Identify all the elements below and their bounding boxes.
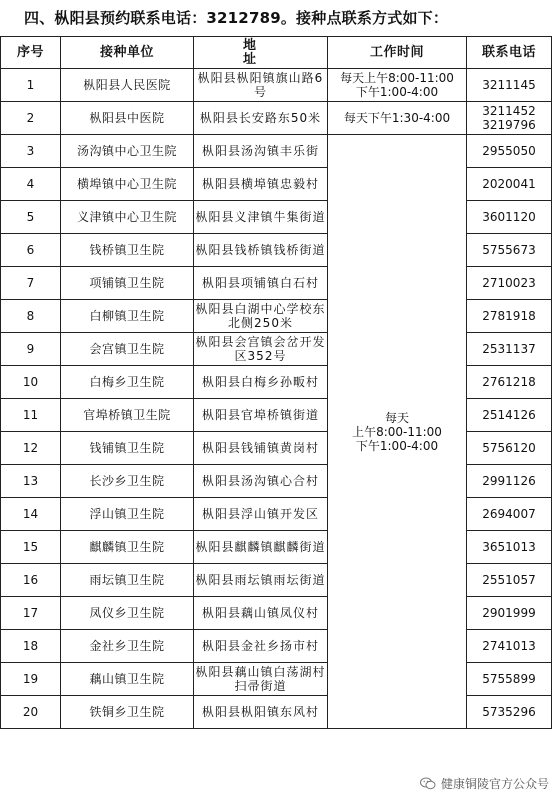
table-row <box>1 465 552 498</box>
contact-phone: 3601120 <box>467 201 552 234</box>
site-address: 枞阳县横埠镇忠毅村 <box>194 168 328 201</box>
contact-phone: 3211452 3219796 <box>467 102 552 135</box>
row-number: 12 <box>1 432 61 465</box>
contact-phone: 2710023 <box>467 267 552 300</box>
header-address: 地 址 <box>194 37 328 69</box>
table-row <box>1 300 552 333</box>
contact-phone: 2991126 <box>467 465 552 498</box>
contact-phone: 2761218 <box>467 366 552 399</box>
header-no: 序号 <box>1 37 61 69</box>
table-row <box>1 399 552 432</box>
table-row <box>1 564 552 597</box>
wechat-icon <box>420 777 436 790</box>
site-address: 枞阳县浮山镇开发区 <box>194 498 328 531</box>
contact-phone: 3651013 <box>467 531 552 564</box>
row-number: 6 <box>1 234 61 267</box>
contact-phone: 2551057 <box>467 564 552 597</box>
watermark <box>420 775 549 792</box>
contact-phone: 2694007 <box>467 498 552 531</box>
contact-phone: 2741013 <box>467 630 552 663</box>
watermark-text: 健康铜陵官方公众号 <box>440 777 549 791</box>
site-address: 枞阳县官埠桥镇街道 <box>194 399 328 432</box>
row-number: 20 <box>1 696 61 729</box>
row-number: 10 <box>1 366 61 399</box>
contact-phone: 2020041 <box>467 168 552 201</box>
header-phone: 联系电话 <box>467 37 552 69</box>
working-hours: 每天下午1:30-4:00 <box>328 102 467 135</box>
contact-phone: 5755673 <box>467 234 552 267</box>
contact-phone: 3211145 <box>467 69 552 102</box>
row-number: 4 <box>1 168 61 201</box>
site-address: 枞阳县义津镇牛集街道 <box>194 201 328 234</box>
site-address: 枞阳县汤沟镇心合村 <box>194 465 328 498</box>
working-hours: 每天 上午8:00-11:00 下午1:00-4:00 <box>328 135 467 729</box>
site-name: 白柳镇卫生院 <box>61 300 194 333</box>
contact-phone: 5735296 <box>467 696 552 729</box>
row-number: 5 <box>1 201 61 234</box>
site-name: 枞阳县人民医院 <box>61 69 194 102</box>
row-number: 11 <box>1 399 61 432</box>
table-row <box>1 663 552 696</box>
table-row <box>1 333 552 366</box>
site-address: 枞阳县钱桥镇钱桥街道 <box>194 234 328 267</box>
site-name: 金社乡卫生院 <box>61 630 194 663</box>
row-number: 3 <box>1 135 61 168</box>
page-title: 四、枞阳县预约联系电话：3212789。接种点联系方式如下： <box>24 9 449 27</box>
table-header-row <box>1 37 552 69</box>
table-row <box>1 234 552 267</box>
row-number: 13 <box>1 465 61 498</box>
site-address: 枞阳县枞阳镇旗山路6号 <box>194 69 328 102</box>
contact-phone: 5755899 <box>467 663 552 696</box>
table-row <box>1 168 552 201</box>
contact-phone: 2901999 <box>467 597 552 630</box>
site-address: 枞阳县藕山镇凤仪村 <box>194 597 328 630</box>
row-number: 17 <box>1 597 61 630</box>
table-row <box>1 201 552 234</box>
site-name: 钱铺镇卫生院 <box>61 432 194 465</box>
header-hours: 工作时间 <box>328 37 467 69</box>
row-number: 15 <box>1 531 61 564</box>
table-row <box>1 102 552 135</box>
contact-phone: 2514126 <box>467 399 552 432</box>
table-row <box>1 630 552 663</box>
site-name: 白梅乡卫生院 <box>61 366 194 399</box>
site-address: 枞阳县白湖中心学校东北侧250米 <box>194 300 328 333</box>
table-row <box>1 696 552 729</box>
table-row <box>1 597 552 630</box>
contact-phone: 5756120 <box>467 432 552 465</box>
site-name: 义津镇中心卫生院 <box>61 201 194 234</box>
row-number: 18 <box>1 630 61 663</box>
site-address: 枞阳县会宫镇会岔开发区352号 <box>194 333 328 366</box>
table-row <box>1 135 552 168</box>
site-name: 凤仪乡卫生院 <box>61 597 194 630</box>
site-address: 枞阳县长安路东50米 <box>194 102 328 135</box>
table-row <box>1 366 552 399</box>
table-row <box>1 432 552 465</box>
site-name: 浮山镇卫生院 <box>61 498 194 531</box>
working-hours: 每天上午8:00-11:00 下午1:00-4:00 <box>328 69 467 102</box>
site-address: 枞阳县钱铺镇黄岗村 <box>194 432 328 465</box>
contact-phone: 2531137 <box>467 333 552 366</box>
site-name: 会宫镇卫生院 <box>61 333 194 366</box>
row-number: 16 <box>1 564 61 597</box>
vaccination-sites-table <box>0 36 552 729</box>
site-name: 铁铜乡卫生院 <box>61 696 194 729</box>
header-unit: 接种单位 <box>61 37 194 69</box>
table-row <box>1 498 552 531</box>
site-name: 藕山镇卫生院 <box>61 663 194 696</box>
table-row <box>1 531 552 564</box>
table-row <box>1 267 552 300</box>
site-address: 枞阳县藕山镇白荡湖村扫帚街道 <box>194 663 328 696</box>
site-address: 枞阳县枞阳镇东风村 <box>194 696 328 729</box>
site-name: 长沙乡卫生院 <box>61 465 194 498</box>
row-number: 7 <box>1 267 61 300</box>
contact-phone: 2781918 <box>467 300 552 333</box>
site-name: 枞阳县中医院 <box>61 102 194 135</box>
site-address: 枞阳县金社乡扬市村 <box>194 630 328 663</box>
row-number: 1 <box>1 69 61 102</box>
site-name: 麒麟镇卫生院 <box>61 531 194 564</box>
row-number: 8 <box>1 300 61 333</box>
site-name: 汤沟镇中心卫生院 <box>61 135 194 168</box>
row-number: 19 <box>1 663 61 696</box>
table-row <box>1 69 552 102</box>
site-name: 钱桥镇卫生院 <box>61 234 194 267</box>
site-address: 枞阳县雨坛镇雨坛街道 <box>194 564 328 597</box>
site-address: 枞阳县白梅乡孙畈村 <box>194 366 328 399</box>
site-name: 官埠桥镇卫生院 <box>61 399 194 432</box>
site-name: 项铺镇卫生院 <box>61 267 194 300</box>
row-number: 2 <box>1 102 61 135</box>
site-address: 枞阳县项铺镇白石村 <box>194 267 328 300</box>
site-address: 枞阳县麒麟镇麒麟街道 <box>194 531 328 564</box>
site-name: 雨坛镇卫生院 <box>61 564 194 597</box>
row-number: 14 <box>1 498 61 531</box>
contact-phone: 2955050 <box>467 135 552 168</box>
site-name: 横埠镇中心卫生院 <box>61 168 194 201</box>
site-address: 枞阳县汤沟镇丰乐街 <box>194 135 328 168</box>
row-number: 9 <box>1 333 61 366</box>
